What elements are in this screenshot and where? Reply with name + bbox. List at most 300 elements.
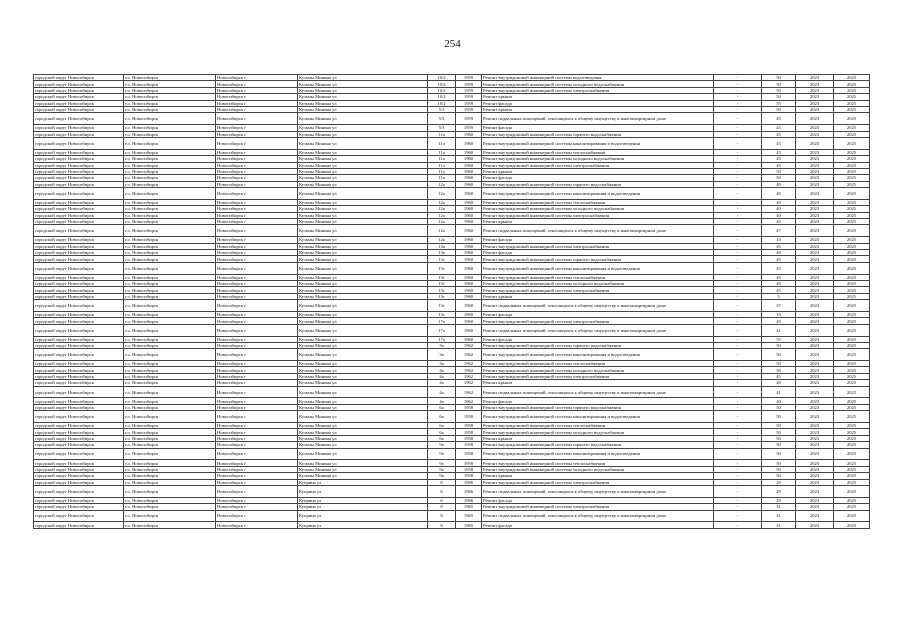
house-number-cell: 12а <box>428 199 456 205</box>
build-year-cell: 1959 <box>456 94 482 100</box>
build-year-cell: 1958 <box>456 435 482 441</box>
amount-cell: 45 <box>762 156 796 162</box>
municipality-cell: г.о. Новосибирск <box>124 510 216 522</box>
settlement-cell: Новосибирск г <box>216 473 298 479</box>
municipal-okrug-cell: городской округ Новосибирск <box>34 113 124 125</box>
start-year-cell: 2023 <box>796 87 834 93</box>
start-year-cell: 2023 <box>796 293 834 299</box>
municipality-cell: г.о. Новосибирск <box>124 460 216 466</box>
settlement-cell: Новосибирск г <box>216 212 298 218</box>
build-year-cell: 1958 <box>456 404 482 410</box>
start-year-cell: 2023 <box>796 311 834 317</box>
settlement-cell: Новосибирск г <box>216 435 298 441</box>
start-year-cell: 2023 <box>796 300 834 312</box>
work-type-cell: Ремонт крыши <box>482 293 714 299</box>
amount-cell: 50 <box>762 473 796 479</box>
work-type-cell: Ремонт крыши <box>482 94 714 100</box>
amount-cell: 15 <box>762 237 796 243</box>
amount-cell: 40 <box>762 188 796 200</box>
municipality-cell: г.о. Новосибирск <box>124 435 216 441</box>
table-row <box>34 262 870 274</box>
settlement-cell: Новосибирск г <box>216 131 298 137</box>
municipal-okrug-cell: городской округ Новосибирск <box>34 81 124 87</box>
municipal-okrug-cell: городской округ Новосибирск <box>34 125 124 131</box>
amount-cell: 31 <box>762 522 796 528</box>
settlement-cell: Новосибирск г <box>216 349 298 361</box>
work-type-cell: Ремонт внутридомовой инженерной системы электроснабжения <box>482 243 714 249</box>
municipality-cell: г.о. Новосибирск <box>124 336 216 342</box>
build-year-cell: 1966 <box>456 479 482 485</box>
municipal-okrug-cell: городской округ Новосибирск <box>34 162 124 168</box>
end-year-cell: 2025 <box>834 156 870 162</box>
street-cell: Кузьмы Минина ул <box>298 162 428 168</box>
house-number-cell: 10/2 <box>428 75 456 81</box>
dash-cell: - <box>714 131 762 137</box>
municipality-cell: г.о. Новосибирск <box>124 125 216 131</box>
build-year-cell: 1962 <box>456 342 482 348</box>
amount-cell: 50 <box>762 429 796 435</box>
municipality-cell: г.о. Новосибирск <box>124 87 216 93</box>
house-number-cell: 5/3 <box>428 113 456 125</box>
dash-cell: - <box>714 473 762 479</box>
build-year-cell: 1960 <box>456 156 482 162</box>
dash-cell: - <box>714 373 762 379</box>
start-year-cell: 2023 <box>796 149 834 155</box>
municipality-cell: г.о. Новосибирск <box>124 442 216 448</box>
municipal-okrug-cell: городской округ Новосибирск <box>34 386 124 398</box>
street-cell: Кузьмы Минина ул <box>298 219 428 225</box>
dash-cell: - <box>714 125 762 131</box>
amount-cell: 50 <box>762 435 796 441</box>
municipal-okrug-cell: городской округ Новосибирск <box>34 225 124 237</box>
street-cell: Кузьмы Минина ул <box>298 300 428 312</box>
amount-cell: 50 <box>762 448 796 460</box>
build-year-cell: 1960 <box>456 137 482 149</box>
street-cell: Кузьмы Минина ул <box>298 250 428 256</box>
municipal-okrug-cell: городской округ Новосибирск <box>34 262 124 274</box>
dash-cell: - <box>714 81 762 87</box>
dash-cell: - <box>714 429 762 435</box>
table-row <box>34 188 870 200</box>
amount-cell: 45 <box>762 243 796 249</box>
work-type-cell: Ремонт внутридомовой инженерной системы горячего водоснабжения <box>482 442 714 448</box>
settlement-cell: Новосибирск г <box>216 324 298 336</box>
amount-cell: 31 <box>762 510 796 522</box>
municipality-cell: г.о. Новосибирск <box>124 94 216 100</box>
start-year-cell: 2023 <box>796 342 834 348</box>
build-year-cell: 1960 <box>456 274 482 280</box>
end-year-cell: 2025 <box>834 300 870 312</box>
municipality-cell: г.о. Новосибирск <box>124 361 216 367</box>
amount-cell: 45 <box>762 131 796 137</box>
dash-cell: - <box>714 168 762 174</box>
amount-cell: 50 <box>762 342 796 348</box>
amount-cell: 40 <box>762 380 796 386</box>
amount-cell: 40 <box>762 398 796 404</box>
municipality-cell: г.о. Новосибирск <box>124 156 216 162</box>
settlement-cell: Новосибирск г <box>216 380 298 386</box>
repair-schedule-table <box>33 74 870 529</box>
dash-cell: - <box>714 522 762 528</box>
start-year-cell: 2023 <box>796 262 834 274</box>
settlement-cell: Новосибирск г <box>216 293 298 299</box>
municipality-cell: г.о. Новосибирск <box>124 274 216 280</box>
house-number-cell: 10/2 <box>428 94 456 100</box>
start-year-cell: 2023 <box>796 373 834 379</box>
amount-cell: 45 <box>762 113 796 125</box>
start-year-cell: 2023 <box>796 386 834 398</box>
municipality-cell: г.о. Новосибирск <box>124 504 216 510</box>
municipality-cell: г.о. Новосибирск <box>124 386 216 398</box>
end-year-cell: 2025 <box>834 175 870 181</box>
end-year-cell: 2025 <box>834 361 870 367</box>
amount-cell: 5 <box>762 293 796 299</box>
street-cell: Кузьмы Минина ул <box>298 349 428 361</box>
work-type-cell: Ремонт внутридомовой инженерной системы холодного водоснабжения <box>482 280 714 286</box>
work-type-cell: Ремонт крыши <box>482 219 714 225</box>
amount-cell: 50 <box>762 361 796 367</box>
municipal-okrug-cell: городской округ Новосибирск <box>34 212 124 218</box>
settlement-cell: Новосибирск г <box>216 485 298 497</box>
table-row <box>34 411 870 423</box>
work-type-cell: Ремонт внутридомовой инженерной системы горячего водоснабжения <box>482 181 714 187</box>
house-number-cell: 5/3 <box>428 125 456 131</box>
work-type-cell: Ремонт внутридомовой инженерной системы канализирования и водоотведения <box>482 137 714 149</box>
build-year-cell: 1959 <box>456 75 482 81</box>
end-year-cell: 2025 <box>834 168 870 174</box>
start-year-cell: 2023 <box>796 485 834 497</box>
house-number-cell: 13г <box>428 280 456 286</box>
street-cell: Кузьмы Минина ул <box>298 94 428 100</box>
work-type-cell: Ремонт фасада <box>482 311 714 317</box>
municipality-cell: г.о. Новосибирск <box>124 131 216 137</box>
settlement-cell: Новосибирск г <box>216 318 298 324</box>
municipality-cell: г.о. Новосибирск <box>124 473 216 479</box>
end-year-cell: 2025 <box>834 149 870 155</box>
municipality-cell: г.о. Новосибирск <box>124 485 216 497</box>
start-year-cell: 2023 <box>796 429 834 435</box>
build-year-cell: 1960 <box>456 225 482 237</box>
municipal-okrug-cell: городской округ Новосибирск <box>34 280 124 286</box>
amount-cell: 45 <box>762 137 796 149</box>
house-number-cell: 8 <box>428 522 456 528</box>
start-year-cell: 2023 <box>796 131 834 137</box>
municipality-cell: г.о. Новосибирск <box>124 188 216 200</box>
amount-cell: 50 <box>762 411 796 423</box>
municipality-cell: г.о. Новосибирск <box>124 199 216 205</box>
end-year-cell: 2025 <box>834 280 870 286</box>
house-number-cell: 13а <box>428 250 456 256</box>
municipal-okrug-cell: городской округ Новосибирск <box>34 156 124 162</box>
municipality-cell: г.о. Новосибирск <box>124 212 216 218</box>
build-year-cell: 1962 <box>456 398 482 404</box>
settlement-cell: Новосибирск г <box>216 137 298 149</box>
end-year-cell: 2025 <box>834 75 870 81</box>
street-cell: Кузьмы Минина ул <box>298 411 428 423</box>
work-type-cell: Ремонт внутридомовой инженерной системы водоотведения <box>482 75 714 81</box>
settlement-cell: Новосибирск г <box>216 336 298 342</box>
street-cell: Кузьмы Минина ул <box>298 404 428 410</box>
municipality-cell: г.о. Новосибирск <box>124 219 216 225</box>
dash-cell: - <box>714 237 762 243</box>
street-cell: Кузьмы Минина ул <box>298 274 428 280</box>
amount-cell: 45 <box>762 280 796 286</box>
work-type-cell: Ремонт фасада <box>482 336 714 342</box>
municipal-okrug-cell: городской округ Новосибирск <box>34 435 124 441</box>
dash-cell: - <box>714 479 762 485</box>
start-year-cell: 2023 <box>796 479 834 485</box>
dash-cell: - <box>714 448 762 460</box>
amount-cell: 45 <box>762 274 796 280</box>
build-year-cell: 1960 <box>456 336 482 342</box>
dash-cell: - <box>714 485 762 497</box>
start-year-cell: 2023 <box>796 125 834 131</box>
street-cell: Куприна ул <box>298 497 428 503</box>
house-number-cell: 11а <box>428 137 456 149</box>
house-number-cell: 4а <box>428 373 456 379</box>
municipality-cell: г.о. Новосибирск <box>124 256 216 262</box>
amount-cell: 29 <box>762 479 796 485</box>
settlement-cell: Новосибирск г <box>216 442 298 448</box>
street-cell: Кузьмы Минина ул <box>298 156 428 162</box>
work-type-cell: Ремонт внутридомовой инженерной системы теплоснабжения <box>482 361 714 367</box>
settlement-cell: Новосибирск г <box>216 398 298 404</box>
settlement-cell: Новосибирск г <box>216 225 298 237</box>
street-cell: Куприна ул <box>298 510 428 522</box>
street-cell: Кузьмы Минина ул <box>298 243 428 249</box>
dash-cell: - <box>714 361 762 367</box>
dash-cell: - <box>714 206 762 212</box>
settlement-cell: Новосибирск г <box>216 243 298 249</box>
amount-cell: 40 <box>762 199 796 205</box>
house-number-cell: 4а <box>428 367 456 373</box>
municipality-cell: г.о. Новосибирск <box>124 168 216 174</box>
street-cell: Кузьмы Минина ул <box>298 188 428 200</box>
work-type-cell: Ремонт внутридомовой инженерной системы теплоснабжения <box>482 274 714 280</box>
settlement-cell: Новосибирск г <box>216 300 298 312</box>
settlement-cell: Новосибирск г <box>216 250 298 256</box>
dash-cell: - <box>714 311 762 317</box>
amount-cell: 41 <box>762 386 796 398</box>
end-year-cell: 2025 <box>834 367 870 373</box>
dash-cell: - <box>714 149 762 155</box>
work-type-cell: Ремонт подвальных помещений, относящихся к общему имуществу в многоквартирном доме <box>482 386 714 398</box>
amount-cell: 40 <box>762 250 796 256</box>
settlement-cell: Новосибирск г <box>216 94 298 100</box>
house-number-cell: 6а <box>428 435 456 441</box>
amount-cell: 45 <box>762 373 796 379</box>
municipal-okrug-cell: городской округ Новосибирск <box>34 318 124 324</box>
build-year-cell: 1966 <box>456 485 482 497</box>
street-cell: Кузьмы Минина ул <box>298 100 428 106</box>
municipality-cell: г.о. Новосибирск <box>124 466 216 472</box>
work-type-cell: Ремонт внутридомовой инженерной системы электроснабжения <box>482 287 714 293</box>
street-cell: Кузьмы Минина ул <box>298 113 428 125</box>
municipal-okrug-cell: городской округ Новосибирск <box>34 349 124 361</box>
municipality-cell: г.о. Новосибирск <box>124 237 216 243</box>
work-type-cell: Ремонт внутридомовой инженерной системы теплоснабжения <box>482 423 714 429</box>
house-number-cell: 11а <box>428 168 456 174</box>
end-year-cell: 2025 <box>834 473 870 479</box>
street-cell: Кузьмы Минина ул <box>298 237 428 243</box>
work-type-cell: Ремонт внутридомовой инженерной системы теплоснабжения <box>482 149 714 155</box>
end-year-cell: 2025 <box>834 522 870 528</box>
house-number-cell: 13г <box>428 287 456 293</box>
amount-cell: 55 <box>762 100 796 106</box>
house-number-cell: 8 <box>428 510 456 522</box>
dash-cell: - <box>714 423 762 429</box>
build-year-cell: 1965 <box>456 504 482 510</box>
work-type-cell: Ремонт внутридомовой инженерной системы электроснабжения <box>482 504 714 510</box>
house-number-cell: 6 <box>428 485 456 497</box>
build-year-cell: 1960 <box>456 219 482 225</box>
start-year-cell: 2023 <box>796 219 834 225</box>
start-year-cell: 2023 <box>796 398 834 404</box>
end-year-cell: 2025 <box>834 342 870 348</box>
build-year-cell: 1960 <box>456 181 482 187</box>
end-year-cell: 2025 <box>834 386 870 398</box>
municipality-cell: г.о. Новосибирск <box>124 287 216 293</box>
municipality-cell: г.о. Новосибирск <box>124 522 216 528</box>
street-cell: Кузьмы Минина ул <box>298 386 428 398</box>
amount-cell: 50 <box>762 367 796 373</box>
end-year-cell: 2025 <box>834 100 870 106</box>
municipal-okrug-cell: городской округ Новосибирск <box>34 398 124 404</box>
dash-cell: - <box>714 274 762 280</box>
house-number-cell: 11а <box>428 156 456 162</box>
dash-cell: - <box>714 106 762 112</box>
end-year-cell: 2025 <box>834 262 870 274</box>
house-number-cell: 13г <box>428 256 456 262</box>
build-year-cell: 1962 <box>456 349 482 361</box>
settlement-cell: Новосибирск г <box>216 460 298 466</box>
dash-cell: - <box>714 212 762 218</box>
amount-cell: 37 <box>762 300 796 312</box>
build-year-cell: 1959 <box>456 100 482 106</box>
amount-cell: 50 <box>762 460 796 466</box>
build-year-cell: 1962 <box>456 367 482 373</box>
settlement-cell: Новосибирск г <box>216 219 298 225</box>
street-cell: Кузьмы Минина ул <box>298 373 428 379</box>
municipal-okrug-cell: городской округ Новосибирск <box>34 256 124 262</box>
municipal-okrug-cell: городской округ Новосибирск <box>34 404 124 410</box>
build-year-cell: 1958 <box>456 473 482 479</box>
street-cell: Кузьмы Минина ул <box>298 367 428 373</box>
street-cell: Кузьмы Минина ул <box>298 398 428 404</box>
amount-cell: 29 <box>762 497 796 503</box>
start-year-cell: 2023 <box>796 361 834 367</box>
end-year-cell: 2025 <box>834 274 870 280</box>
amount-cell: 40 <box>762 181 796 187</box>
page-number: 254 <box>444 38 461 50</box>
start-year-cell: 2023 <box>796 181 834 187</box>
dash-cell: - <box>714 262 762 274</box>
municipal-okrug-cell: городской округ Новосибирск <box>34 168 124 174</box>
amount-cell: 50 <box>762 175 796 181</box>
end-year-cell: 2025 <box>834 113 870 125</box>
end-year-cell: 2025 <box>834 423 870 429</box>
amount-cell: 29 <box>762 485 796 497</box>
house-number-cell: 13а <box>428 243 456 249</box>
end-year-cell: 2025 <box>834 336 870 342</box>
municipal-okrug-cell: городской округ Новосибирск <box>34 131 124 137</box>
start-year-cell: 2023 <box>796 237 834 243</box>
municipality-cell: г.о. Новосибирск <box>124 225 216 237</box>
dash-cell: - <box>714 386 762 398</box>
work-type-cell: Ремонт крыши <box>482 106 714 112</box>
municipality-cell: г.о. Новосибирск <box>124 318 216 324</box>
build-year-cell: 1959 <box>456 106 482 112</box>
start-year-cell: 2023 <box>796 380 834 386</box>
build-year-cell: 1960 <box>456 188 482 200</box>
house-number-cell: 12а <box>428 212 456 218</box>
amount-cell: 50 <box>762 168 796 174</box>
dash-cell: - <box>714 435 762 441</box>
end-year-cell: 2025 <box>834 81 870 87</box>
municipal-okrug-cell: городской округ Новосибирск <box>34 219 124 225</box>
municipality-cell: г.о. Новосибирск <box>124 206 216 212</box>
end-year-cell: 2025 <box>834 225 870 237</box>
build-year-cell: 1960 <box>456 243 482 249</box>
dash-cell: - <box>714 380 762 386</box>
settlement-cell: Новосибирск г <box>216 181 298 187</box>
settlement-cell: Новосибирск г <box>216 156 298 162</box>
house-number-cell: 12а <box>428 219 456 225</box>
municipal-okrug-cell: городской округ Новосибирск <box>34 361 124 367</box>
work-type-cell: Ремонт внутридомовой инженерной системы канализирования и водоотведения <box>482 188 714 200</box>
amount-cell: 45 <box>762 149 796 155</box>
start-year-cell: 2023 <box>796 256 834 262</box>
street-cell: Кузьмы Минина ул <box>298 199 428 205</box>
municipality-cell: г.о. Новосибирск <box>124 324 216 336</box>
build-year-cell: 1960 <box>456 250 482 256</box>
build-year-cell: 1960 <box>456 318 482 324</box>
work-type-cell: Ремонт внутридомовой инженерной системы холодного водоснабжения <box>482 81 714 87</box>
end-year-cell: 2025 <box>834 106 870 112</box>
settlement-cell: Новосибирск г <box>216 100 298 106</box>
municipal-okrug-cell: городской округ Новосибирск <box>34 300 124 312</box>
street-cell: Кузьмы Минина ул <box>298 429 428 435</box>
start-year-cell: 2023 <box>796 435 834 441</box>
municipal-okrug-cell: городской округ Новосибирск <box>34 137 124 149</box>
table-row <box>34 386 870 398</box>
house-number-cell: 13г <box>428 262 456 274</box>
start-year-cell: 2023 <box>796 324 834 336</box>
municipal-okrug-cell: городской округ Новосибирск <box>34 311 124 317</box>
table-body <box>34 75 870 529</box>
amount-cell: 40 <box>762 212 796 218</box>
municipal-okrug-cell: городской округ Новосибирск <box>34 199 124 205</box>
house-number-cell: 9а <box>428 442 456 448</box>
municipality-cell: г.о. Новосибирск <box>124 250 216 256</box>
end-year-cell: 2025 <box>834 479 870 485</box>
dash-cell: - <box>714 225 762 237</box>
end-year-cell: 2025 <box>834 485 870 497</box>
settlement-cell: Новосибирск г <box>216 522 298 528</box>
dash-cell: - <box>714 324 762 336</box>
settlement-cell: Новосибирск г <box>216 466 298 472</box>
build-year-cell: 1958 <box>456 460 482 466</box>
amount-cell: 40 <box>762 206 796 212</box>
street-cell: Кузьмы Минина ул <box>298 137 428 149</box>
municipality-cell: г.о. Новосибирск <box>124 280 216 286</box>
settlement-cell: Новосибирск г <box>216 510 298 522</box>
build-year-cell: 1960 <box>456 149 482 155</box>
settlement-cell: Новосибирск г <box>216 373 298 379</box>
house-number-cell: 13г <box>428 274 456 280</box>
end-year-cell: 2025 <box>834 181 870 187</box>
start-year-cell: 2023 <box>796 206 834 212</box>
